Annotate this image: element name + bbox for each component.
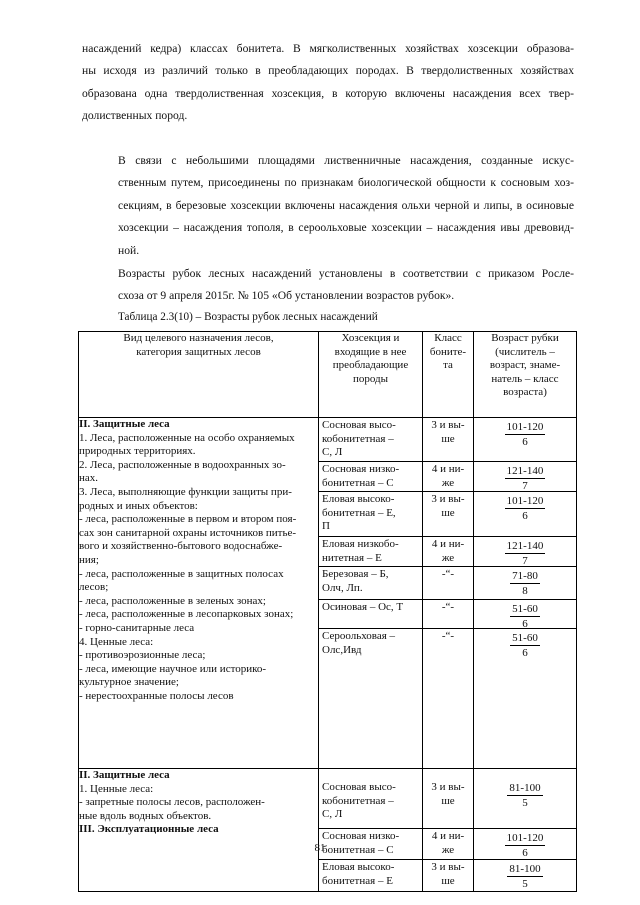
cutting-age-cell (474, 860, 576, 891)
bonitet-class-line: 4 и ни- (431, 538, 465, 550)
cutting-age-table (78, 331, 577, 892)
table-block-1 (79, 418, 577, 769)
block-2-hozsections (319, 769, 423, 892)
hozsection-line: Сосновая высо- (322, 419, 396, 431)
hozsection-line: С, Л (322, 808, 343, 821)
hozsection-cell (319, 567, 422, 600)
category-line: - запретные полосы лесов, расположен- (79, 796, 265, 809)
age-denominator: 7 (522, 555, 528, 567)
bonitet-class-line: ше (441, 506, 455, 519)
bonitet-class-cell (423, 537, 473, 567)
cutting-age-cell (474, 600, 576, 629)
block-2-cutting-ages (474, 769, 577, 892)
cutting-age-cell (474, 567, 576, 600)
category-line: родных и иных объектов: (79, 499, 198, 512)
block-1-forest-categories (79, 418, 319, 769)
age-denominator: 6 (522, 510, 528, 522)
age-denominator: 6 (522, 618, 528, 630)
category-line: - леса, имеющие научное или историко- (79, 662, 267, 675)
bonitet-class-line: 3 и вы- (431, 419, 465, 431)
hozsection-cell (319, 492, 422, 537)
bonitet-class-line: же (441, 476, 455, 489)
hozsection-cell (319, 537, 422, 567)
block-1-bonitet-classes (423, 418, 474, 769)
category-line: лесов; (79, 581, 109, 594)
bonitet-class-line: же (441, 551, 455, 564)
hozsection-line: С, Л (322, 446, 343, 459)
header-line: преобладающие (332, 359, 409, 372)
block-2-forest-categories (79, 769, 319, 892)
age-numerator: 101-120 (506, 421, 544, 433)
cutting-age-cell (474, 629, 576, 768)
age-denominator: 8 (522, 585, 528, 597)
bonitet-class-line: 3 и вы- (431, 781, 465, 793)
age-numerator: 81-100 (509, 863, 541, 875)
paragraph-line: хозсекции – насаждения тополя, в сероольховые хозсекции – насаждения ивы древовид- (118, 221, 574, 235)
category-line: - леса, расположенные в защитных полосах (79, 567, 284, 580)
bonitet-class-line: ше (441, 874, 455, 887)
page-number: 81 (314, 842, 326, 854)
category-line: - леса, расположенные в лесопарковых зонах; (79, 608, 294, 621)
category-line: сах зон санитарной охраны источников питье- (79, 526, 297, 539)
header-line: возраст, знаме- (489, 359, 561, 372)
table-block-2 (79, 769, 577, 892)
paragraph-line: Возрасты рубок лесных насаждений установлены в соответствии с приказом Рослe- (118, 267, 574, 280)
header-bonitet-class (423, 332, 474, 418)
table-caption: Таблица 2.3(10) – Возрасты рубок лесных насаждений (118, 311, 378, 323)
header-line: та (443, 359, 453, 372)
bonitet-class-line: 4 и ни- (431, 463, 465, 475)
category-line: 4. Ценные леса: (79, 635, 154, 648)
age-numerator: 101-120 (506, 495, 544, 507)
table-header-row (79, 332, 577, 418)
bonitet-class-line: ше (441, 432, 455, 445)
age-numerator: 121-140 (506, 540, 544, 552)
cutting-age-cell (474, 492, 576, 537)
header-line: бонитe- (429, 345, 467, 358)
bonitet-class-cell (423, 769, 473, 829)
category-line: - горно-санитарные леса (79, 621, 195, 634)
age-numerator: 121-140 (506, 465, 544, 477)
age-numerator: 51-60 (512, 632, 538, 644)
hozsection-line: нитетная – Е (322, 551, 382, 564)
category-line: 1. Леса, расположенные на особо охраняемых (79, 431, 295, 444)
hozsection-line: Еловая высоко- (322, 493, 395, 505)
hozsection-line: бонитетная – С (322, 476, 394, 489)
category-line: ные вдоль водных объектов. (79, 809, 212, 822)
age-denominator: 7 (522, 480, 528, 492)
hozsection-line: Еловая высоко- (322, 861, 395, 873)
age-denominator: 6 (522, 436, 528, 448)
age-denominator: 6 (522, 847, 528, 859)
bonitet-class-cell (423, 860, 473, 891)
paragraph (82, 150, 574, 262)
age-denominator: 6 (522, 647, 528, 659)
age-numerator: 51-60 (512, 603, 538, 615)
cutting-age-cell (474, 462, 576, 492)
hozsection-line: Олч, Лп. (322, 581, 363, 594)
category-line: природных территориях. (79, 445, 196, 458)
bonitet-class-cell (423, 462, 473, 492)
bonitet-class-cell (423, 418, 473, 462)
bonitet-class-cell (423, 567, 473, 600)
bonitet-class-line: -“- (441, 630, 455, 642)
hozsection-line: Сосновая низко- (322, 463, 400, 475)
category-line: 2. Леса, расположенные в водоохранных зо- (79, 458, 286, 471)
section-heading: III. Эксплуатационные леса (79, 823, 219, 836)
bonitet-class-line: 4 и ни- (431, 830, 465, 842)
bonitet-class-line: 3 и вы- (431, 861, 465, 873)
paragraph-line: насаждений кедра) классах бонитета. В мягколиственных хозяйствах хозсекции образова- (82, 42, 574, 55)
hozsection-line: Сосновая низко- (322, 830, 400, 842)
age-numerator: 81-100 (509, 782, 541, 794)
hozsection-cell (319, 418, 422, 462)
paragraph-line: ственным путем, присоединены по признакам биологической общности к сосновым хоз- (118, 176, 574, 190)
paragraph-line: секциям, в березовые хозсекции включены насаждения ольхи черной и липы, в осиновые (118, 198, 574, 212)
header-cutting-age (474, 332, 577, 418)
paragraph-line: ны исходя из различий только в преобладающих породах. В твердолиственных хозяйствах (82, 64, 574, 78)
category-line: - леса, расположенные в первом и втором поя- (79, 513, 297, 526)
hozsection-line: Сосновая высо- (322, 781, 396, 793)
age-numerator: 71-80 (512, 570, 538, 582)
hozsection-cell (319, 462, 422, 492)
block-1-cutting-ages (474, 418, 577, 769)
age-denominator: 5 (522, 797, 528, 809)
bonitet-class-cell (423, 629, 473, 768)
bonitet-class-line: же (441, 843, 455, 856)
header-line: натель – класс (491, 372, 559, 385)
hozsection-line: Березовая – Б, (322, 568, 389, 580)
paragraph (82, 263, 574, 308)
category-line: - противоэрозионные леса; (79, 649, 206, 662)
hozsection-cell (319, 860, 422, 891)
category-line: ния; (79, 553, 99, 566)
bonitet-class-line: ше (441, 794, 455, 807)
category-line: нах. (79, 472, 99, 485)
category-line: 3. Леса, выполняющие функции защиты при- (79, 485, 292, 498)
cutting-age-cell (474, 537, 576, 567)
bonitet-class-line: 3 и вы- (431, 493, 465, 505)
paragraph-line: В связи с небольшими площадями лиственничные насаждения, созданные искус- (118, 154, 574, 167)
category-line: - нерестоохранные полосы лесов (79, 689, 234, 702)
header-line: Вид целевого назначения лесов, (123, 332, 274, 344)
hozsection-line: Еловая низкобо- (322, 538, 399, 550)
header-line: породы (352, 372, 389, 385)
header-line: Класс (434, 332, 462, 344)
hozsection-cell (319, 769, 422, 829)
category-line: вого и хозяйственно-бытового водоснабже- (79, 540, 283, 553)
bonitet-class-cell (423, 492, 473, 537)
paragraph-line: образована одна твердолиственная хозсекция, в которую включены насаждения всех твер- (82, 86, 574, 100)
header-line: Возраст рубки (491, 332, 559, 344)
cutting-age-cell (474, 418, 576, 462)
header-line: входящие в нее (334, 345, 407, 358)
section-heading: II. Защитные леса (79, 418, 170, 430)
hozsection-line: бонитетная – С (322, 843, 394, 856)
bonitet-class-line: -“- (441, 601, 455, 613)
section-heading: II. Защитные леса (79, 769, 170, 781)
cutting-age-cell (474, 769, 576, 829)
category-line: культурное значение; (79, 676, 179, 689)
hozsection-line: бонитетная – Е, (322, 506, 396, 519)
hozsection-line: П (322, 520, 330, 533)
block-2-bonitet-classes (423, 769, 474, 892)
hozsection-cell (319, 600, 422, 629)
paragraph (82, 38, 574, 128)
paragraph-line: долиственных пород. (82, 109, 188, 123)
hozsection-line: бонитетная – Е (322, 874, 393, 887)
header-line: Хозсекция и (341, 332, 400, 344)
hozsection-line: Сероольховая – (322, 630, 396, 642)
header-line: возраста) (503, 386, 547, 399)
paragraph-line: схоза от 9 апреля 2015г. № 105 «Об установлении возрастов рубок». (118, 289, 455, 303)
header-hozsection (319, 332, 423, 418)
paragraph-line: ной. (118, 243, 140, 257)
age-denominator: 5 (522, 878, 528, 890)
hozsection-line: кобонитетная – (322, 432, 394, 445)
bonitet-class-line: -“- (441, 568, 455, 580)
hozsection-line: Осиновая – Ос, Т (322, 601, 404, 613)
hozsection-line: кобонитетная – (322, 794, 394, 807)
hozsection-line: Олс,Ивд (322, 643, 362, 656)
category-line: 1. Ценные леса: (79, 782, 154, 795)
age-numerator: 101-120 (506, 832, 544, 844)
category-line: - леса, расположенные в зеленых зонах; (79, 594, 266, 607)
bonitet-class-cell (423, 600, 473, 629)
header-line: (числитель – (495, 345, 555, 358)
block-1-hozsections (319, 418, 423, 769)
header-line: категория защитных лесов (136, 345, 261, 358)
header-forest-category (79, 332, 319, 418)
hozsection-cell (319, 629, 422, 768)
